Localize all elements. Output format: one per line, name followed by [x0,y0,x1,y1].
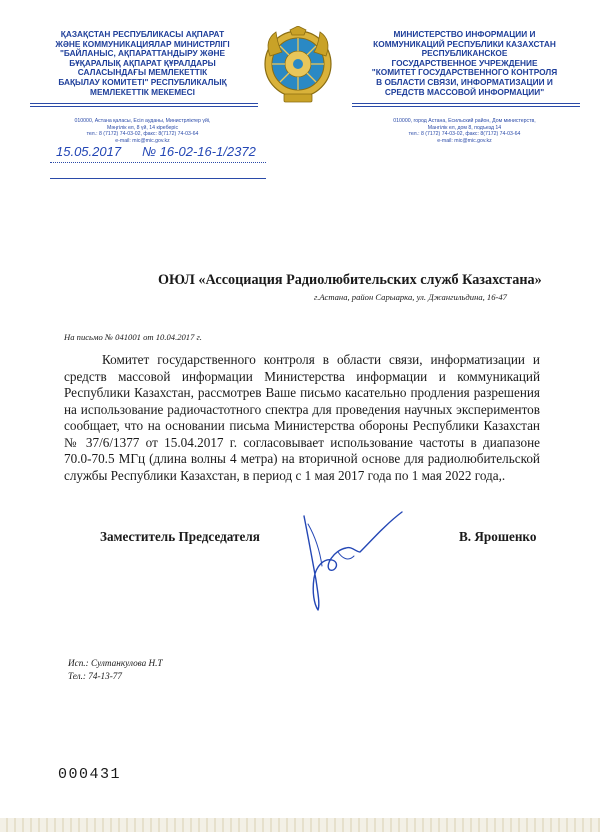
org-line: САЛАСЫНДАҒЫ МЕМЛЕКЕТТІК [77,67,208,78]
org-line: СРЕДСТВ МАССОВОЙ ИНФОРМАЦИИ" [384,86,545,97]
state-emblem-icon [262,26,334,104]
header-rule-left [30,103,258,104]
executor-name: Исп.: Султанкулова Н.Т [68,658,163,668]
address-line: e-mail: mic@mic.gov.kz [115,137,170,144]
org-line: РЕСПУБЛИКАНСКОЕ [421,48,508,59]
bottom-ornament-band [0,818,600,832]
org-line: В ОБЛАСТИ СВЯЗИ, ИНФОРМАТИЗАЦИИ И [376,76,553,87]
address-line: e-mail: mic@mic.gov.kz [437,137,492,144]
org-line: "БАЙЛАНЫС, АҚПАРАТТАНДЫРУ ЖӘНЕ [59,48,226,59]
address-line: 010000, Астана қаласы, Есіл ауданы, Министрліктер үйі, [74,118,211,124]
address-line: тел.: 8 (7172) 74-03-02, факс: 8(7172) 74-03-64 [408,131,521,138]
signatory-name: В. Ярошенко [459,529,537,544]
serial-number: 000431 [58,766,122,783]
org-name-russian [352,30,577,97]
registration-underline-2 [50,178,266,179]
org-name-kazakh [30,30,255,97]
recipient-name: ОЮЛ «Ассоциация Радиолюбительских служб Казахстана» [158,272,542,288]
address-line: Мангілік ел, дом 8, подъезд 14 [427,124,502,131]
letter-body [64,352,540,484]
org-line: КОММУНИКАЦИЙ РЕСПУБЛИКИ КАЗАХСТАН [373,38,556,49]
registration-underline [50,162,266,163]
org-line: ЖӘНЕ КОММУНИКАЦИЯЛАР МИНИСТРЛІГІ [55,38,230,49]
org-line: БАҚЫЛАУ КОМИТЕТІ" РЕСПУБЛИКАЛЫҚ [58,76,227,87]
signatory-position: Заместитель Председателя [100,529,260,544]
org-line: ҚАЗАҚСТАН РЕСПУБЛИКАСЫ АҚПАРАТ [60,29,225,39]
address-russian [362,118,567,144]
org-line: "КОМИТЕТ ГОСУДАРСТВЕННОГО КОНТРОЛЯ [371,67,558,78]
address-kazakh [40,118,245,144]
address-line: Мәңгілік ел, 8 үй, 14 кіреберіс [106,124,179,131]
handwritten-signature [290,508,410,618]
registration-date: 15.05.2017 [56,144,122,159]
registration-number: № 16-02-16-1/2372 [142,144,256,159]
org-line: ГОСУДАРСТВЕННОЕ УЧРЕЖДЕНИЕ [391,57,538,68]
header-rule-right-2 [352,106,580,107]
header-rule-left-2 [30,106,258,107]
address-line: тел.: 8 (7172) 74-03-02, факс: 8(7172) 74-03-64 [86,131,199,138]
reference-line: На письмо № 041001 от 10.04.2017 г. [64,332,202,342]
header-rule-right [352,103,580,104]
org-line: БҰҚАРАЛЫҚ АҚПАРАТ ҚҰРАЛДАРЫ [69,57,216,68]
org-line: МИНИСТЕРСТВО ИНФОРМАЦИИ И [393,29,536,39]
body-paragraph: Комитет государственного контроля в области связи, информатизации и средств массовой информации Министерства информации и коммуникаций Республики Казахстан, рассмотрев Ваше письмо касательно продления разрешения на использование радиочастотного спектра для проведения научных экспериментов сообщает, что на основании письма Министерства обороны Республики Казахстан № 37/6/1377 от 15.04.2017 г. согласовывает использование частоты в диапазоне 70.0-70.5 МГц (длина волны 4 метра) на вторичной основе для радиолюбительской службы Республики Казахстан, в период с 1 мая 2017 года по 1 мая 2022 года,. [64,352,540,483]
executor-phone: Тел.: 74-13-77 [68,671,122,681]
recipient-address: г.Астана, район Сарыарка, ул. Джангильдина, 16-47 [314,292,507,302]
address-line: 010000, город Астана, Есильский район, Дом министерств, [393,118,536,124]
org-line: МЕМЛЕКЕТТІК МЕКЕМЕСІ [90,86,195,97]
